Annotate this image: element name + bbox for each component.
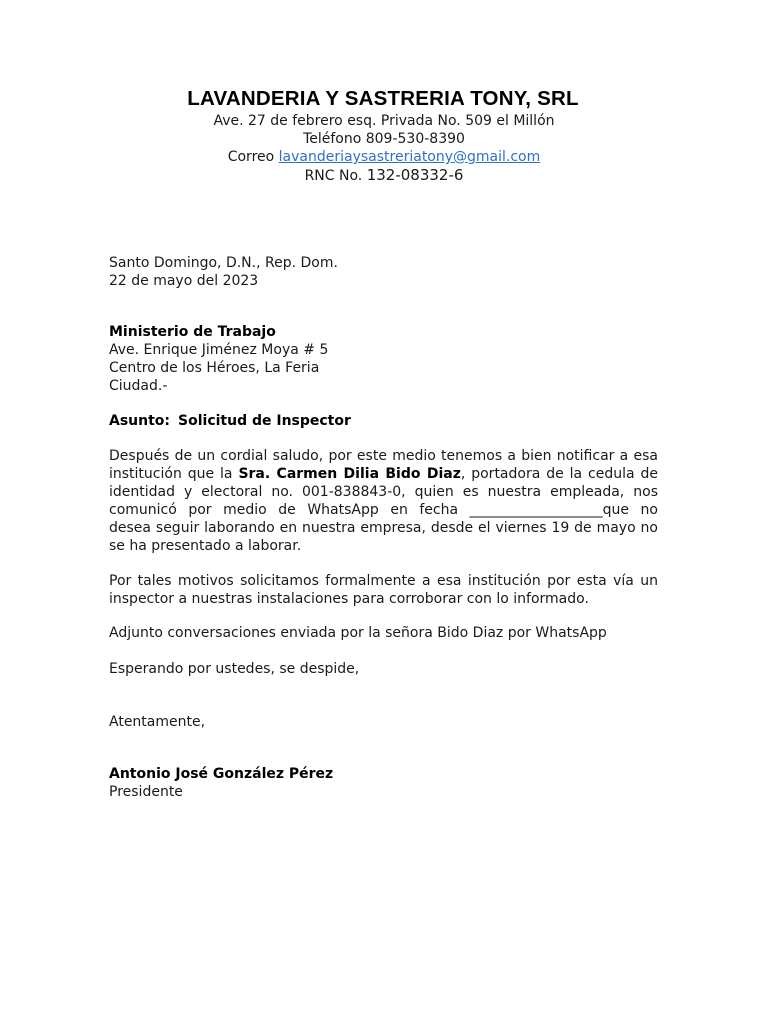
recipient-name: Ministerio de Trabajo (109, 324, 276, 340)
signer-name: Antonio José González Pérez (109, 766, 334, 782)
paragraph-2 (109, 572, 658, 608)
place-date (109, 254, 658, 290)
recipient-line-1: Ave. Enrique Jiménez Moya # 5 (109, 342, 329, 358)
company-rnc-line (0, 166, 768, 185)
letterhead (0, 86, 768, 185)
recipient-line-3: Ciudad.- (109, 378, 168, 394)
paragraph-1-line-6: se ha presentado a laborar. (109, 538, 302, 554)
paragraph-2-line-1: Por tales motivos solicitamos formalmente a esa institución por esta vía un (109, 573, 658, 589)
signer-title: Presidente (109, 784, 183, 800)
company-email-line (0, 148, 768, 166)
rnc-label: RNC No. (304, 168, 367, 184)
company-phone: Teléfono 809-530-8390 (303, 131, 465, 147)
employee-name: Sra. Carmen Dilia Bido Diaz (238, 466, 461, 482)
subject-label: Asunto: (109, 413, 171, 429)
salutation: Atentamente, (109, 714, 206, 730)
paragraph-1-line-1: Después de un cordial saludo, por este medio tenemos a bien notificar a esa (109, 448, 658, 464)
paragraph-2-line-2: inspector a nuestras instalaciones para corroborar con lo informado. (109, 591, 589, 607)
recipient-line-2: Centro de los Héroes, La Feria (109, 360, 320, 376)
paragraph-1-line-4: comunicó por medio de WhatsApp en fecha ___________________que no (109, 502, 658, 518)
subject-text: Solicitud de Inspector (178, 413, 351, 429)
signature (109, 765, 658, 801)
closing-line: Esperando por ustedes, se despide, (109, 661, 360, 677)
email-label: Correo (227, 149, 279, 165)
paragraph-1-line-2: institución que la Sra. Carmen Dilia Bido Diaz, portadora de la cedula de (109, 466, 659, 482)
paragraph-1 (109, 447, 658, 555)
company-address: Ave. 27 de febrero esq. Privada No. 509 el Millón (213, 113, 555, 129)
rnc-number: 132-08332-6 (366, 166, 464, 184)
paragraph-1-line-5: desea seguir laborando en nuestra empresa, desde el viernes 19 de mayo no (109, 520, 658, 536)
subject-line (109, 412, 658, 430)
place: Santo Domingo, D.N., Rep. Dom. (109, 255, 338, 271)
email-link[interactable]: lavanderiaysastreriatony@gmail.com (278, 149, 541, 165)
paragraph-3: Adjunto conversaciones enviada por la señora Bido Diaz por WhatsApp (109, 625, 607, 641)
recipient (109, 323, 658, 395)
paragraph-1-line-3: identidad y electoral no. 001-838843-0, quien es nuestra empleada, nos (109, 484, 658, 500)
company-name: LAVANDERIA Y SASTRERIA TONY, SRL (187, 87, 579, 110)
date: 22 de mayo del 2023 (109, 273, 259, 289)
